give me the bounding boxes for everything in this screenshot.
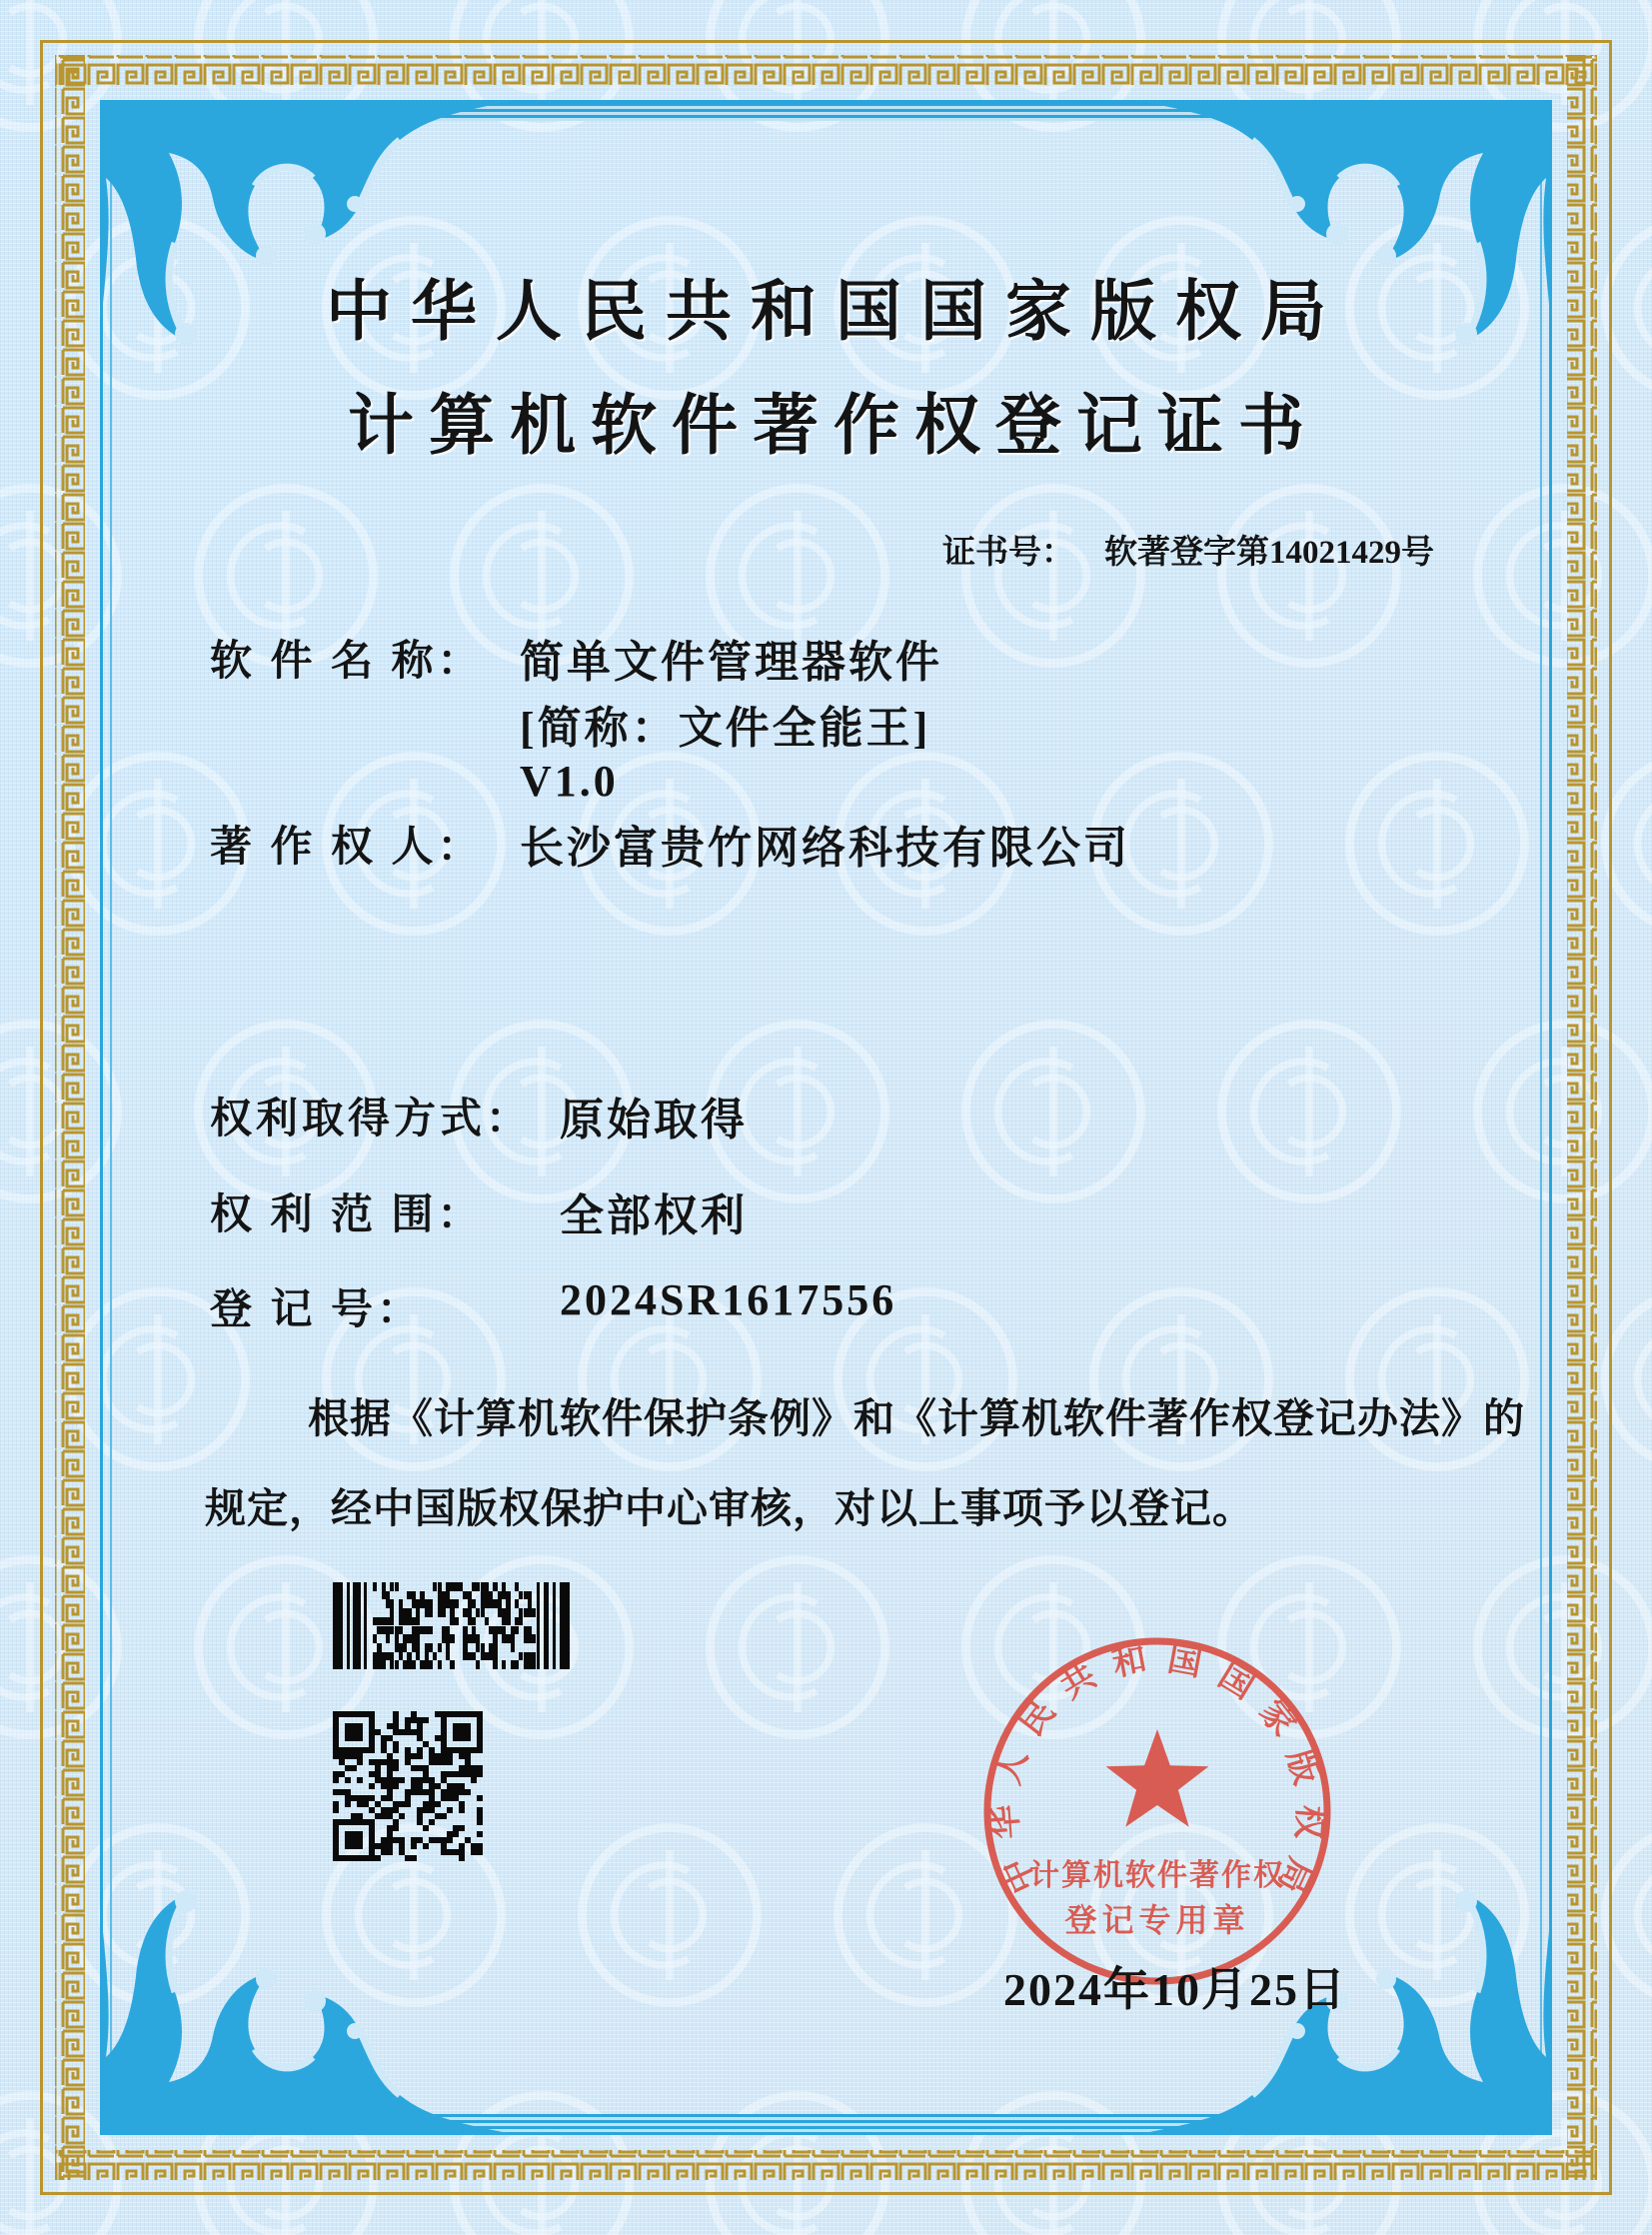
seal-arc-char: 权 [1288, 1803, 1328, 1841]
field-value-software-name: 简单文件管理器软件 [520, 638, 942, 687]
field-label-rights-scope: 权 利 范 围： [210, 1192, 484, 1238]
field-label-software-name: 软 件 名 称： [210, 639, 484, 685]
seal-arc-char: 家 [1251, 1693, 1302, 1744]
field-value-software-version: V1.0 [520, 757, 619, 806]
seal-arc-char: 人 [989, 1745, 1035, 1789]
certificate-number-value: 软著登字第14021429号 [1104, 535, 1434, 571]
seal-arc-char: 华 [986, 1803, 1026, 1841]
body-text-line2: 规定，经中国版权保护中心审核，对以上事项予以登记。 [205, 1485, 1254, 1531]
seal-arc-char: 和 [1109, 1640, 1150, 1684]
seal-arc-char: 版 [1279, 1745, 1325, 1789]
field-value-rights-scope: 全部权利 [560, 1191, 748, 1240]
body-text-line1: 根据《计算机软件保护条例》和《计算机软件著作权登记办法》的 [308, 1395, 1525, 1441]
qr-code-icon [333, 1711, 483, 1861]
seal-line1: 计算机软件著作权 [1029, 1859, 1285, 1892]
certificate-title: 计算机软件著作权登记证书 [348, 390, 1319, 463]
field-value-software-shortname: [简称：文件全能王] [520, 704, 931, 753]
seal-arc-char: 国 [1211, 1656, 1260, 1707]
field-label-registration-number: 登 记 号： [210, 1287, 424, 1333]
field-label-copyright-owner: 著 作 权 人： [210, 825, 484, 871]
field-value-registration-number: 2024SR1617556 [560, 1275, 897, 1324]
issue-date: 2024年10月25日 [1003, 1964, 1347, 2015]
certificate-number-label: 证书号： [942, 535, 1074, 571]
seal-arc-char: 民 [1012, 1693, 1063, 1744]
field-value-copyright-owner: 长沙富贵竹网络科技有限公司 [520, 824, 1130, 873]
seal-line2: 登记专用章 [1064, 1902, 1250, 1938]
seal-star-icon [1106, 1729, 1209, 1827]
seal-arc-char: 中 [995, 1851, 1044, 1899]
barcode-icon [333, 1582, 570, 1669]
authority-name: 中华人民共和国国家版权局 [326, 276, 1345, 349]
seal-arc-char: 国 [1164, 1640, 1205, 1684]
seal-arc-char: 共 [1054, 1656, 1103, 1707]
seal-arc-char: 局 [1270, 1851, 1319, 1899]
field-label-acquisition-method: 权利取得方式： [210, 1097, 533, 1142]
official-seal [977, 1631, 1337, 1991]
field-value-acquisition-method: 原始取得 [560, 1096, 748, 1144]
certificate-number [942, 526, 1434, 573]
